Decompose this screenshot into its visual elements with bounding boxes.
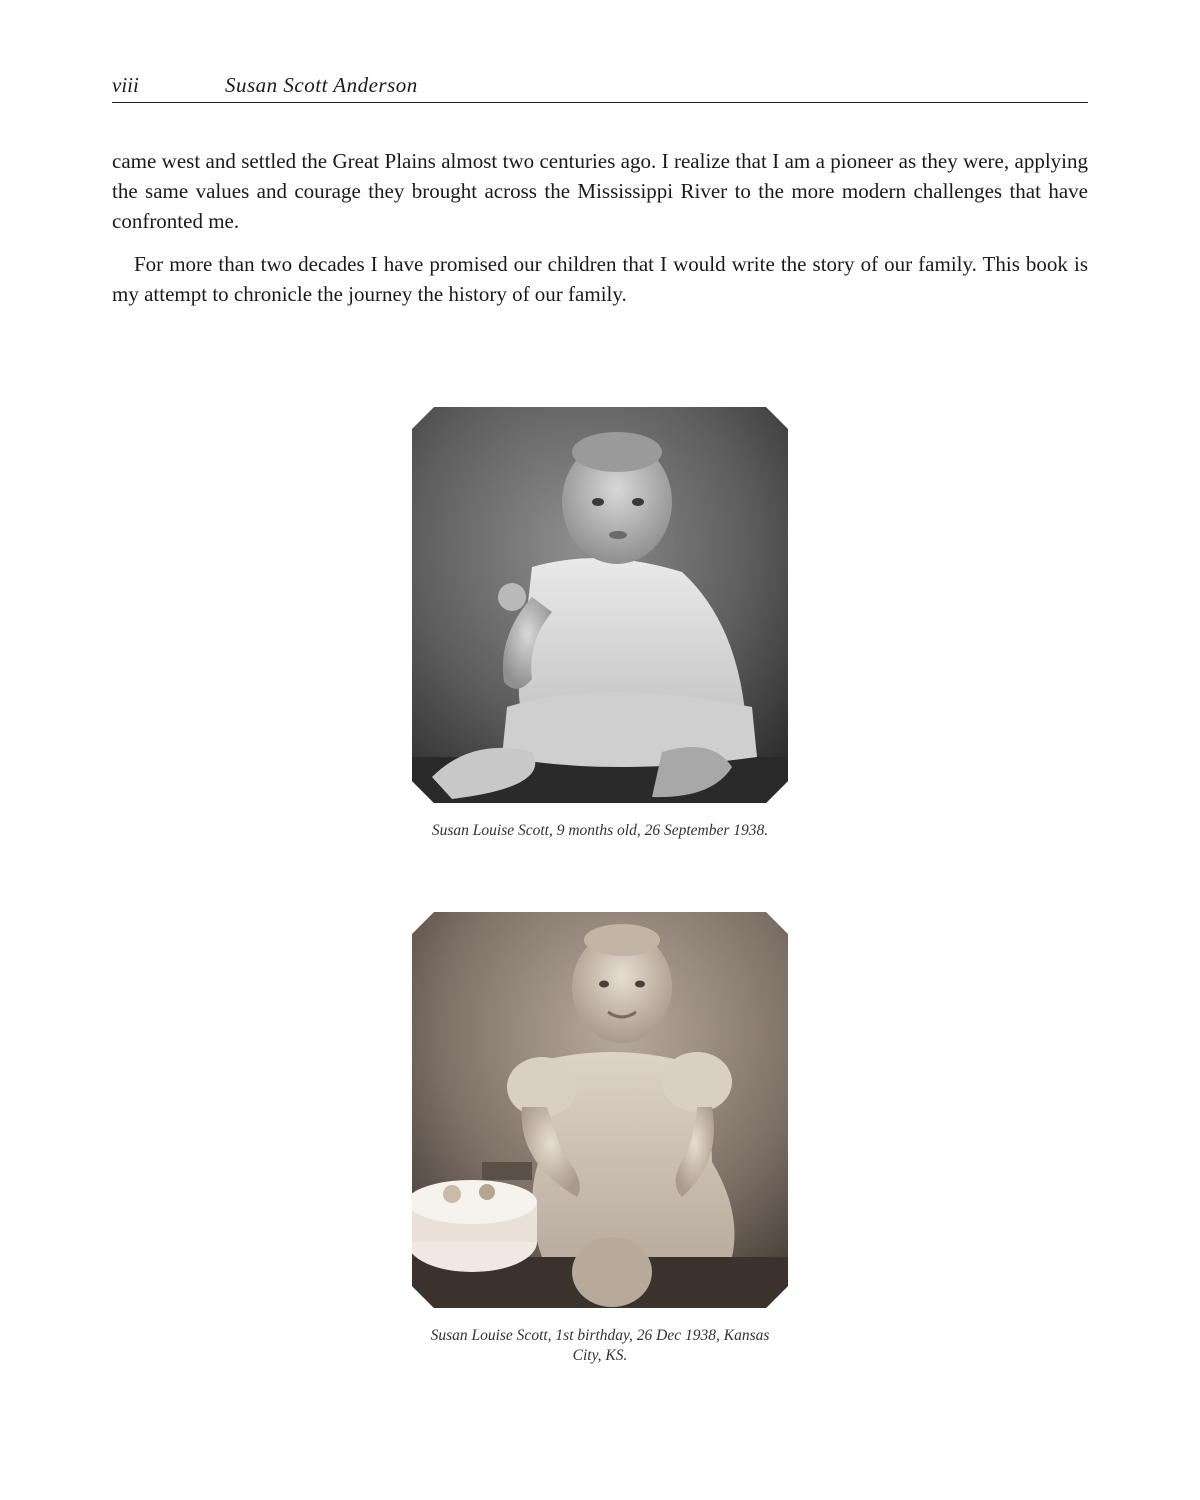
photo-caption: Susan Louise Scott, 9 months old, 26 September 1938. [431, 822, 769, 839]
baby-photo-1st-birthday [412, 912, 788, 1308]
body-text [112, 146, 1088, 322]
page-number: viii [112, 73, 139, 97]
photo-caption: Susan Louise Scott, 1st birthday, 26 Dec 1938, Kansas City, KS. [430, 1327, 770, 1364]
running-head [112, 72, 1088, 103]
figure-baby-9-months [412, 407, 788, 841]
running-head-author: Susan Scott Anderson [225, 73, 418, 97]
paragraph: came west and settled the Great Plains almost two centuries ago. I realize that I am a pioneer as they were, applying the same values and courage they brought across the Mississippi River to the more modern challenges that have confronted me. [112, 149, 1088, 233]
figure-baby-1st-birthday [412, 912, 788, 1366]
paragraph: For more than two decades I have promised our children that I would write the story of our family. This book is my attempt to chronicle the journey the history of our family. [112, 252, 1088, 306]
baby-photo-9-months [412, 407, 788, 803]
